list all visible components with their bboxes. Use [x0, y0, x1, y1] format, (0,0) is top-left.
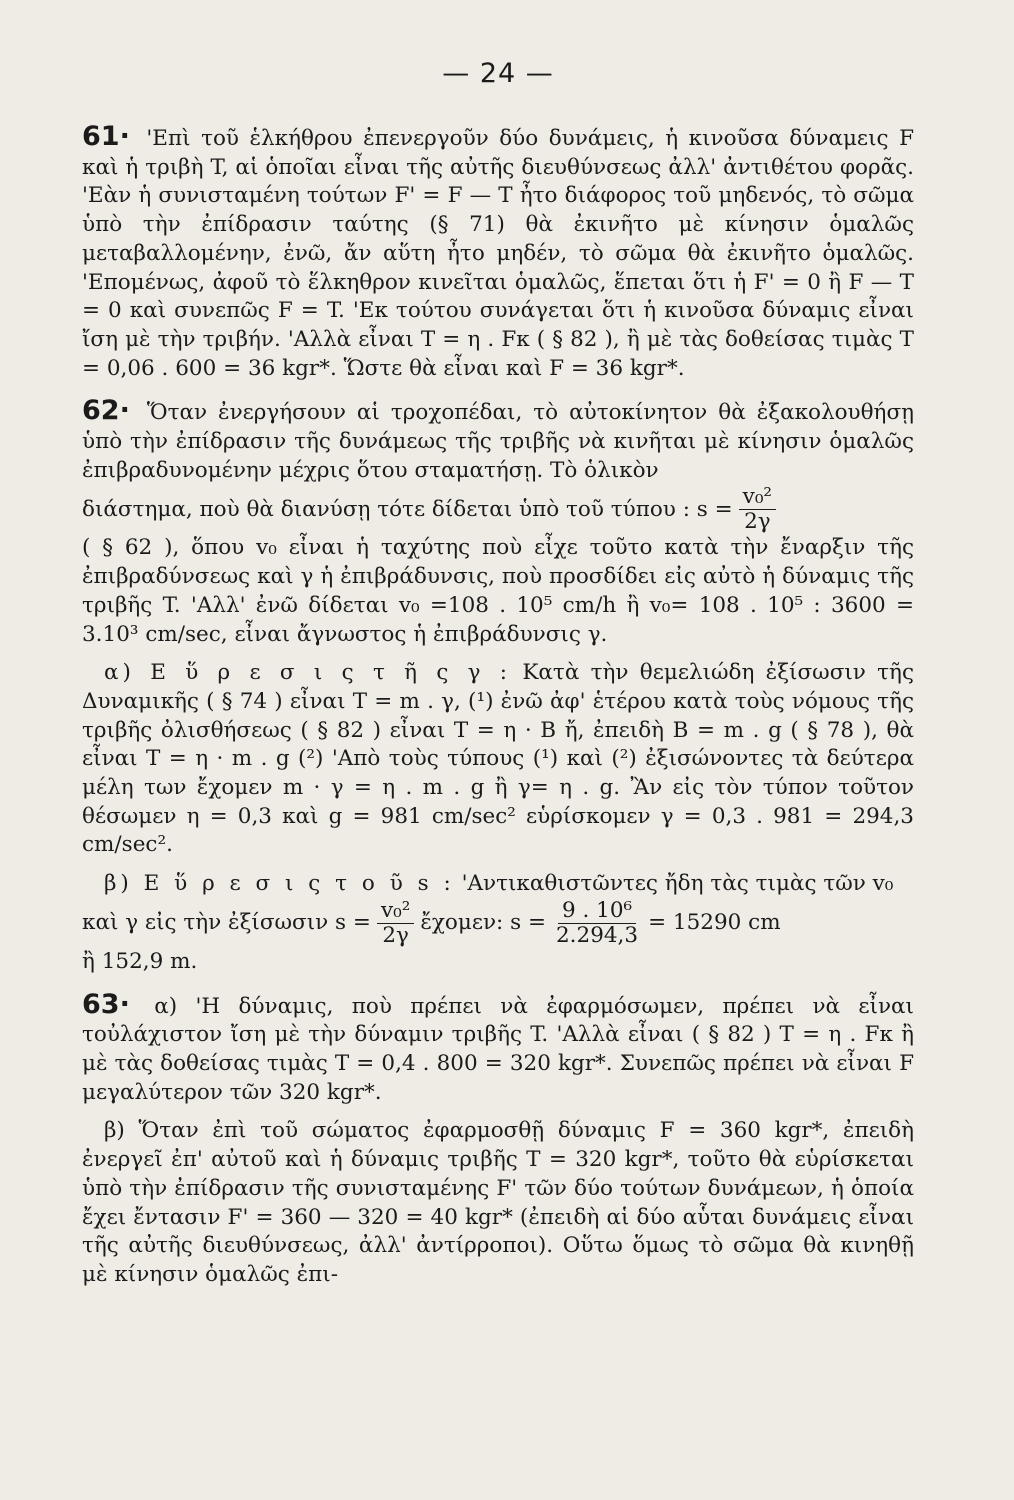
- eq-denominator-2: 2.294,3: [556, 922, 639, 948]
- part-b-label: β) Ε ὕ ρ ε σ ι ς τ ο ῦ s :: [104, 871, 455, 897]
- eq-fraction-1: [377, 899, 414, 948]
- section-number-61: 61·: [82, 121, 130, 152]
- eq-middle: ἔχομεν: s =: [420, 910, 546, 936]
- part-a-text: Κατὰ τὴν θεμελιώδη ἐξίσωσιν τῆς Δυναμικῆς ( § 74 ) εἶναι T = m . γ, (¹) ἐνῶ ἀφ' ἑτέρου κατὰ τοὺς νόμους τῆς τριβῆς ὀλισθήσεως ( § 82 ) εἶναι T = η · B ἤ, ἐπειδὴ B = m . g ( § 78 ), θὰ εἶναι T = η · m . g (²) 'Απὸ τοὺς τύπους (¹) καὶ (²) ἐξισώνοντες τὰ δεύτερα μέλη των ἔχομεν m · γ = η . m . g ἢ γ= η . g. Ἂν εἰς τὸν τύπον τοῦτον θέσωμεν η = 0,3 καὶ g = 981 cm/sec² εὑρίσκομεν γ = 0,3 . 981 = 294,3 cm/sec².: [82, 660, 914, 858]
- section-61-text: 'Επὶ τοῦ ἑλκήθρου ἐπενεργοῦν δύο δυνάμεις, ἡ κινοῦσα δύναμεις F καὶ ἡ τριβὴ T, αἱ ὁποῖαι εἶναι τῆς αὐτῆς διευθύνσεως ἀλλ' ἀντιθέτου φορᾶς. 'Εὰν ἡ συνισταμένη τούτων F' = F — T ἦτο διάφορος τοῦ μηδενός, τὸ σῶμα ὑπὸ τὴν ἐπίδρασιν ταύτης (§ 71) θὰ ἐκινῆτο μὲ κίνησιν ὁμαλῶς μεταβαλλομένην, ἐνῶ, ἄν αὕτη ἦτο μηδέν, τὸ σῶμα θὰ ἐκινῆτο ὁμαλῶς. 'Επομένως, ἀφοῦ τὸ ἕλκηθρον κινεῖται ὁμαλῶς, ἕπεται ὅτι ἡ F' = 0 ἢ F — T = 0 καὶ συνεπῶς F = T. 'Εκ τούτου συνάγεται ὅτι ἡ κινοῦσα δύναμις εἶναι ἴση μὲ τὴν τριβήν. 'Αλλὰ εἶναι T = η . Fκ ( § 82 ), ἢ μὲ τὰς δοθείσας τιμὰς T = 0,06 . 600 = 36 kgr*. Ὥστε θὰ εἶναι καὶ F = 36 kgr*.: [82, 126, 914, 381]
- eq-denominator-1: 2γ: [382, 922, 409, 948]
- part-b-final: ἢ 152,9 m.: [82, 948, 198, 974]
- section-62-body: ( § 62 ), ὅπου v₀ εἶναι ἡ ταχύτης ποὺ εἶχε τοῦτο κατὰ τὴν ἔναρξιν τῆς ἐπιβραδύνσεως καὶ γ ἡ ἐπιβράδυνσις, ποὺ προσδίδει εἰς αὐτὸ ἡ δύναμις τῆς τριβῆς T. 'Αλλ' ἐνῶ δίδεται v₀ =108 . 10⁵ cm/h ἢ v₀= 108 . 10⁵ : 3600 = 3.10³ cm/sec, εἶναι ἄγνωστος ἡ ἐπιβράδυνσις γ.: [82, 535, 914, 647]
- section-62-intro: [82, 397, 914, 485]
- eq-numerator-1: v₀²: [377, 899, 414, 924]
- section-number-63: 63·: [82, 988, 130, 1020]
- section-61: [82, 123, 914, 383]
- section-number-62: 62·: [82, 395, 130, 427]
- eq-result: = 15290 cm: [648, 910, 781, 936]
- formula-numerator: v₀²: [739, 485, 776, 510]
- section-63-a-text: α) 'Η δύναμις, ποὺ πρέπει νὰ ἐφαρμόσωμεν, πρέπει νὰ εἶναι τοὐλάχιστον ἴση μὲ τὴν δύναμιν τριβῆς T. 'Αλλὰ εἶναι ( § 82 ) T = η . Fκ ἢ μὲ τὰς δοθείσας τιμὰς T = 0,4 . 800 = 320 kgr*. Συνεπῶς πρέπει νὰ εἶναι F μεγαλύτερον τῶν 320 kgr*.: [82, 993, 914, 1105]
- formula-fraction: [739, 485, 776, 534]
- section-63-part-b: β) Ὅταν ἐπὶ τοῦ σώματος ἐφαρμοσθῇ δύναμις F = 360 kgr*, ἐπειδὴ ἐνεργεῖ ἐπ' αὐτοῦ καὶ ἡ δύναμις τριβῆς T = 320 kgr*, τοῦτο θὰ εὑρίσκεται ὑπὸ τὴν ἐπίδρασιν τῆς συνισταμένης F' τῶν δύο τούτων δυνάμεων, ἡ ὁποία ἔχει ἔντασιν F' = 360 — 320 = 40 kgr* (ἐπειδὴ αἱ δύο αὗται δυνάμεις εἶναι τῆς αὐτῆς διευθύνσεως, ἀλλ' ἀντίρροποι). Οὕτω ὅμως τὸ σῶμα θὰ κινηθῇ μὲ κίνησιν ὁμαλῶς ἐπι-: [82, 1118, 914, 1287]
- section-62-intro-text: Ὅταν ἐνεργήσουν αἱ τροχοπέδαι, τὸ αὐτοκίνητον θὰ ἐξακολουθήσῃ ὑπὸ τὴν ἐπίδρασιν τῆς δυνάμεως τῆς τριβῆς νὰ κινῆται μὲ κίνησιν ὁμαλῶς ἐπιβραδυνομένην μέχρις ὅτου σταματήσῃ. Τὸ ὁλικὸν: [82, 400, 914, 483]
- section-63-part-a: [82, 988, 914, 1108]
- formula-denominator: 2γ: [744, 509, 771, 535]
- part-a-label: α) Ε ὕ ρ ε σ ι ς τ ῆ ς γ :: [104, 660, 512, 686]
- section-62-part-a: [82, 659, 914, 860]
- part-b-equation: [82, 899, 914, 948]
- section-62-part-b: [82, 870, 914, 899]
- eq-prefix: καὶ γ εἰς τὴν ἐξίσωσιν s =: [82, 910, 371, 936]
- formula-line-s: [82, 485, 914, 534]
- eq-fraction-2: [552, 899, 642, 948]
- part-b-text: 'Αντικαθιστῶντες ἤδη τὰς τιμὰς τῶν v₀: [461, 871, 894, 897]
- eq-numerator-2: 9 . 10⁶: [558, 899, 636, 924]
- page-number: — 24 —: [442, 58, 554, 89]
- formula-prefix: διάστημα, ποὺ θὰ διανύσῃ τότε δίδεται ὑπὸ τοῦ τύπου : s =: [82, 496, 733, 522]
